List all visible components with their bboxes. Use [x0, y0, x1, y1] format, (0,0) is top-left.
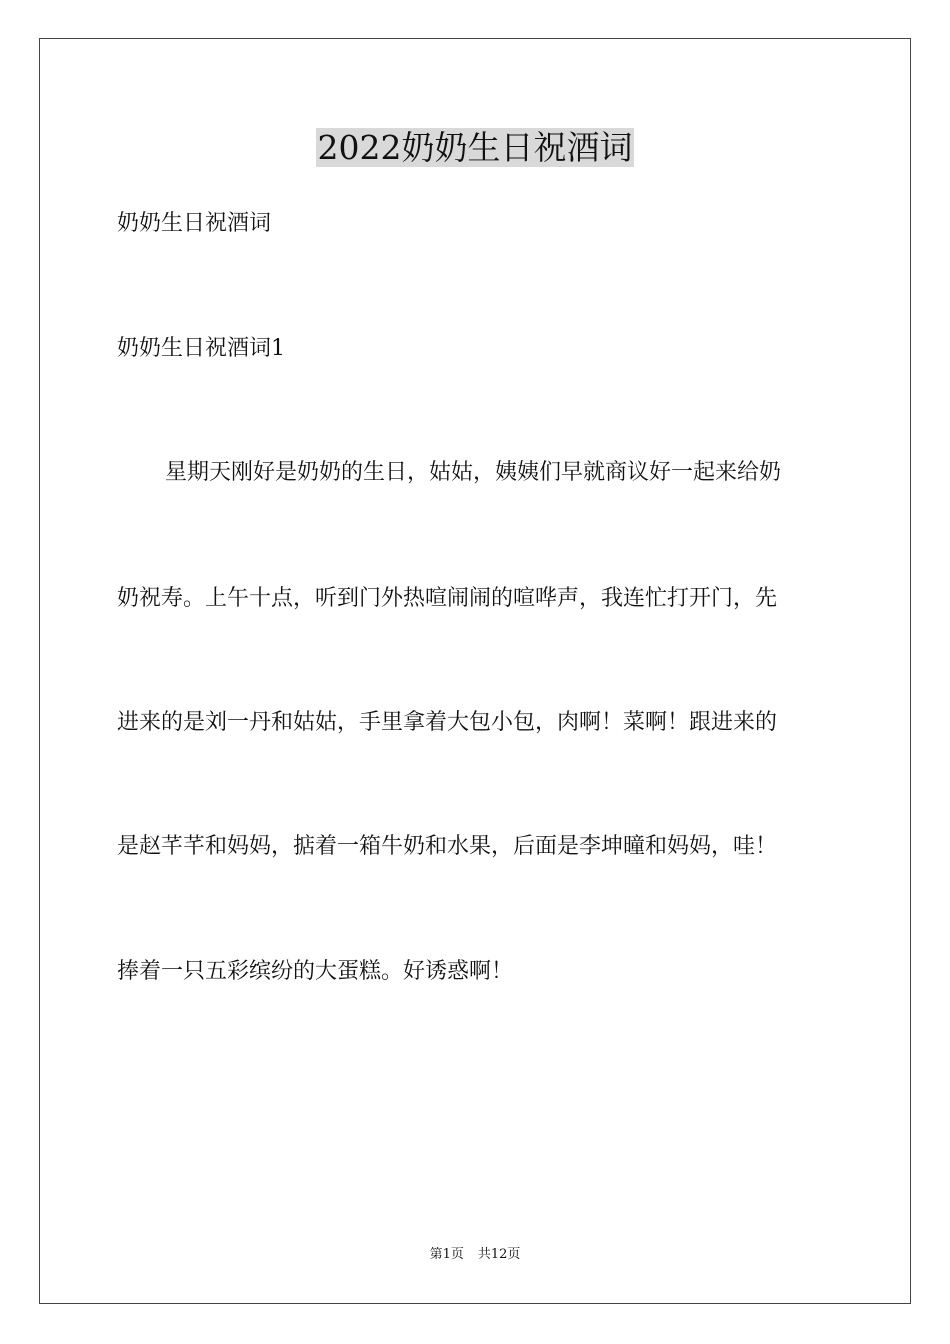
paragraph-line: 捧着一只五彩缤纷的大蛋糕。好诱惑啊！ [117, 959, 514, 984]
document-title: 2022奶奶生日祝酒词 [317, 128, 633, 167]
paragraph-line: 是赵芊芊和妈妈，掂着一箱牛奶和水果，后面是李坤曈和妈妈，哇！ [117, 834, 778, 859]
page-footer [0, 1246, 950, 1264]
paragraph-line: 星期天刚好是奶奶的生日，姑姑，姨姨们早就商议好一起来给奶 [165, 460, 782, 485]
document-title-container [0, 127, 950, 169]
paragraph-line: 奶祝寿。上午十点，听到门外热喧闹闹的喧哗声，我连忙打开门，先 [117, 586, 778, 611]
paragraph-line: 进来的是刘一丹和姑姑，手里拿着大包小包，肉啊！菜啊！跟进来的 [117, 710, 778, 735]
document-subtitle: 奶奶生日祝酒词 [117, 211, 272, 236]
page-number-total: 共12页 [477, 1247, 521, 1262]
section-heading: 奶奶生日祝酒词1 [117, 336, 285, 361]
page-number-current: 第1页 [429, 1247, 464, 1262]
